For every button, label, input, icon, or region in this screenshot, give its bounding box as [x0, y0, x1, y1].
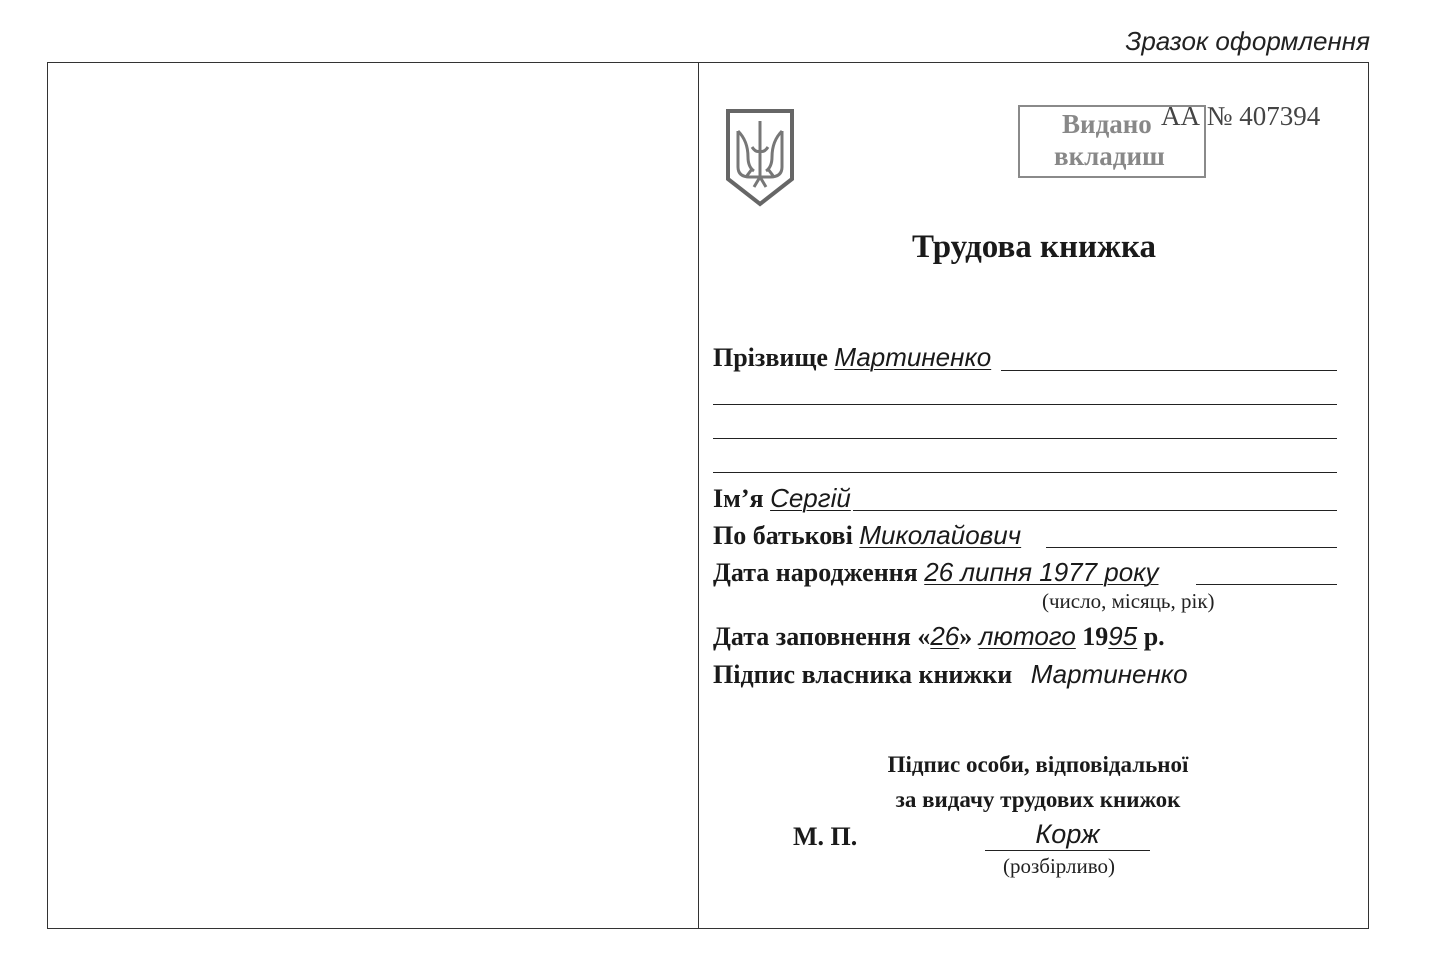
fill-date-year-unit: р. — [1143, 622, 1165, 651]
owner-signature-row — [713, 659, 1188, 690]
surname-label: Прізвище — [713, 343, 828, 372]
sample-caption: Зразок оформлення — [1125, 26, 1370, 56]
fill-date-quote-close: » — [959, 622, 973, 651]
responsible-signature-underline — [985, 850, 1150, 851]
name-value: Сергій — [770, 483, 851, 513]
serial-number: АА № 407394 — [1161, 101, 1321, 131]
birth-date-label: Дата народження — [713, 558, 918, 587]
birth-date-underline — [1196, 584, 1337, 585]
fill-date-year-suffix: 95 — [1108, 621, 1138, 651]
left-page — [48, 63, 698, 928]
fill-date-row — [713, 621, 1165, 652]
fill-date-day: 26 — [930, 621, 960, 651]
surname-row — [713, 342, 991, 373]
coat-of-arms-icon — [724, 107, 796, 207]
patronymic-underline — [1046, 547, 1337, 548]
responsible-signature: Корж — [1035, 819, 1100, 849]
birth-date-value: 26 липня 1977 року — [924, 557, 1159, 587]
blank-line-3 — [713, 472, 1337, 473]
responsible-line-2: за видачу трудових книжок — [895, 787, 1181, 812]
owner-signature-label: Підпис власника книжки — [713, 660, 1013, 689]
fill-date-label: Дата заповнення « — [713, 622, 931, 651]
seal-place: М. П. — [793, 822, 858, 851]
birth-date-row — [713, 557, 1159, 588]
responsible-signature-hint: (розбірливо) — [1003, 854, 1116, 878]
patronymic-row — [713, 520, 1021, 551]
name-label: Ім’я — [713, 484, 764, 513]
name-row — [713, 483, 851, 514]
stamp-line-2: вкладиш — [1054, 141, 1165, 171]
blank-line-1 — [713, 404, 1337, 405]
fill-date-month: лютого — [978, 621, 1076, 651]
surname-underline — [1001, 370, 1337, 371]
blank-line-2 — [713, 438, 1337, 439]
responsible-line-1: Підпис особи, відповідальної — [887, 752, 1189, 777]
patronymic-value: Миколайович — [859, 520, 1022, 550]
surname-value: Мартиненко — [834, 342, 992, 372]
name-underline — [853, 510, 1337, 511]
birth-date-hint: (число, місяць, рік) — [1042, 589, 1215, 613]
patronymic-label: По батькові — [713, 521, 853, 550]
owner-signature-value: Мартиненко — [1030, 659, 1188, 689]
document-title: Трудова книжка — [911, 229, 1157, 265]
stamp-line-1: Видано — [1062, 109, 1152, 139]
workbook-spread — [47, 62, 1369, 929]
fill-date-year-prefix: 19 — [1082, 622, 1109, 651]
